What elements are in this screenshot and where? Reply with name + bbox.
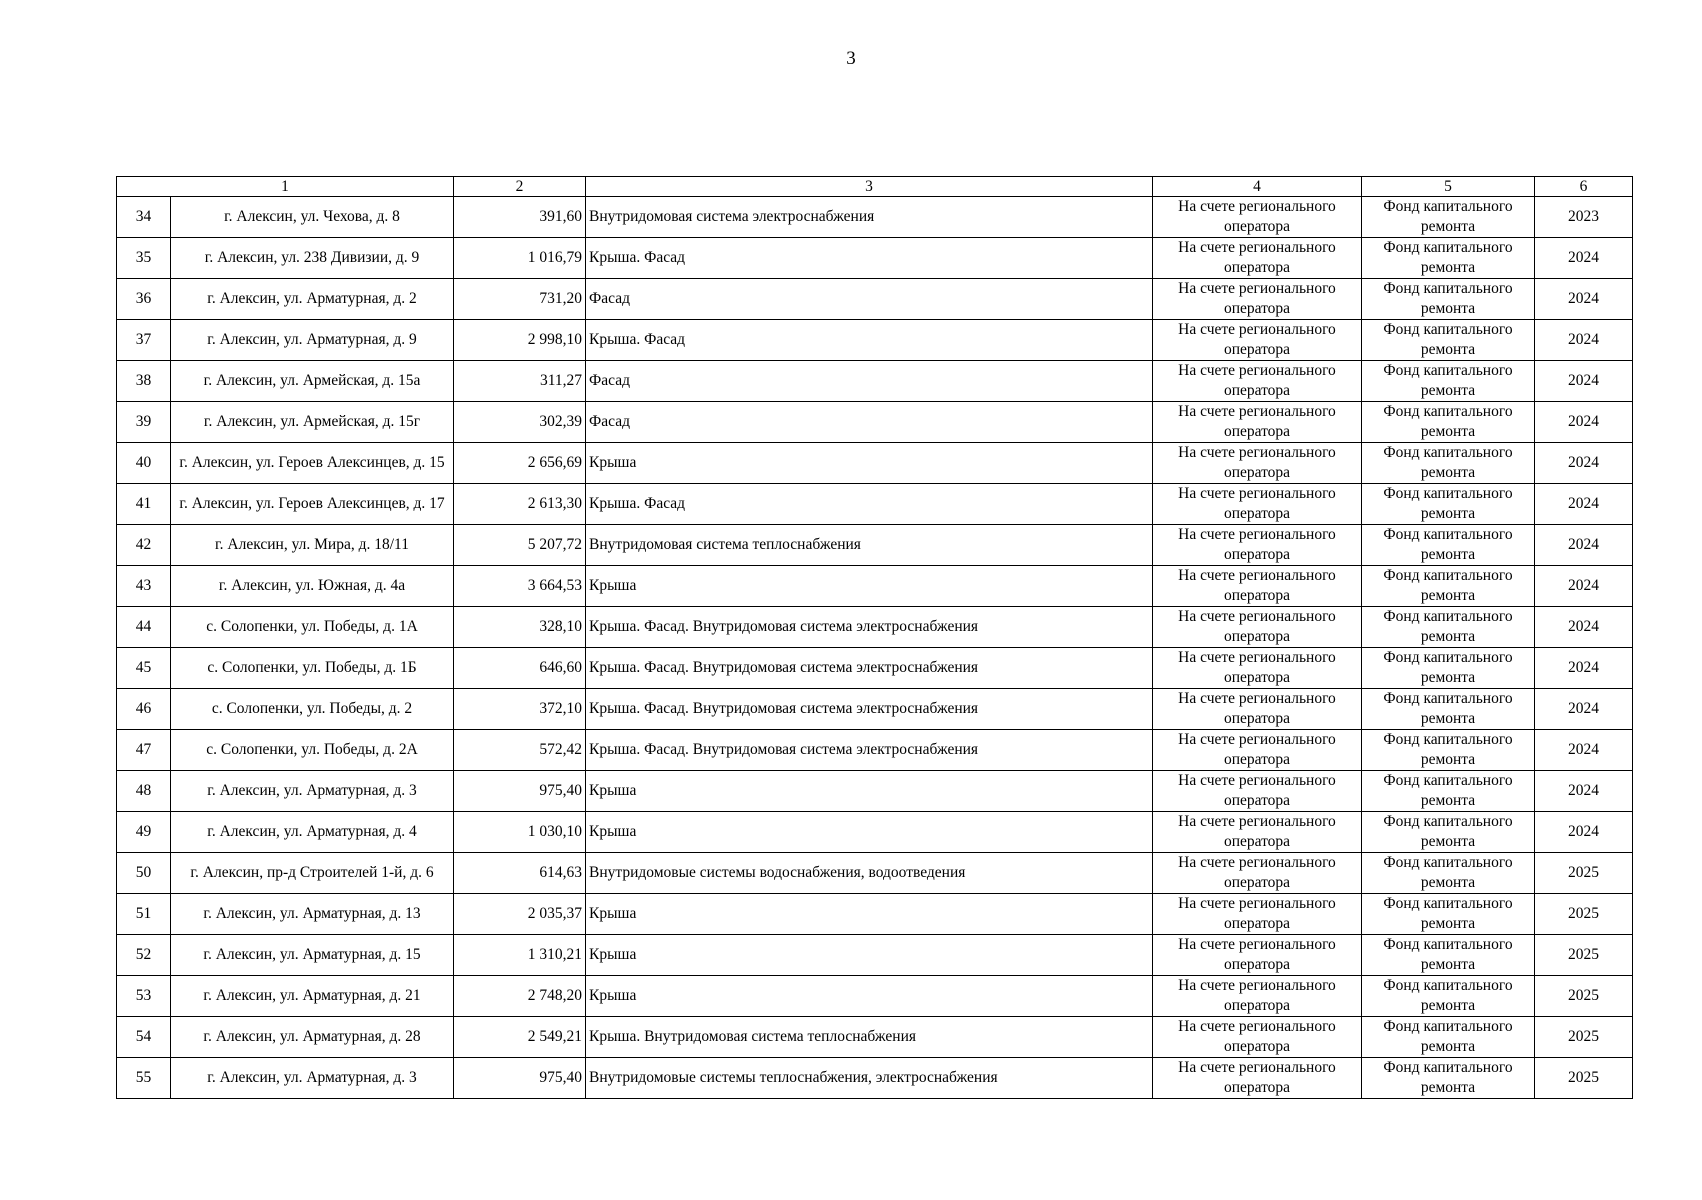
row-address: с. Солопенки, ул. Победы, д. 2А: [171, 730, 454, 771]
table-row: [117, 238, 1633, 279]
table-row: [117, 689, 1633, 730]
row-account: На счете регионального оператора: [1153, 525, 1362, 566]
row-area: 391,60: [454, 197, 586, 238]
row-account: На счете регионального оператора: [1153, 1017, 1362, 1058]
row-area: 1 310,21: [454, 935, 586, 976]
row-fund: Фонд капитального ремонта: [1362, 197, 1535, 238]
row-works: Крыша: [586, 894, 1153, 935]
row-works: Крыша. Фасад. Внутридомовая система электроснабжения: [586, 730, 1153, 771]
row-fund: Фонд капитального ремонта: [1362, 566, 1535, 607]
row-area: 302,39: [454, 402, 586, 443]
row-address: г. Алексин, ул. Арматурная, д. 4: [171, 812, 454, 853]
row-works: Крыша. Фасад: [586, 238, 1153, 279]
row-year: 2024: [1535, 648, 1633, 689]
row-year: 2024: [1535, 689, 1633, 730]
row-fund: Фонд капитального ремонта: [1362, 771, 1535, 812]
row-fund: Фонд капитального ремонта: [1362, 238, 1535, 279]
row-address: г. Алексин, ул. Арматурная, д. 2: [171, 279, 454, 320]
row-fund: Фонд капитального ремонта: [1362, 730, 1535, 771]
row-fund: Фонд капитального ремонта: [1362, 320, 1535, 361]
row-number: 34: [117, 197, 171, 238]
row-account: На счете регионального оператора: [1153, 197, 1362, 238]
table-row: [117, 320, 1633, 361]
row-works: Крыша: [586, 935, 1153, 976]
row-account: На счете регионального оператора: [1153, 648, 1362, 689]
row-number: 51: [117, 894, 171, 935]
row-year: 2024: [1535, 771, 1633, 812]
table-row: [117, 853, 1633, 894]
row-number: 35: [117, 238, 171, 279]
row-fund: Фонд капитального ремонта: [1362, 279, 1535, 320]
row-works: Фасад: [586, 402, 1153, 443]
row-year: 2024: [1535, 730, 1633, 771]
row-account: На счете регионального оператора: [1153, 976, 1362, 1017]
row-works: Крыша. Фасад: [586, 320, 1153, 361]
row-fund: Фонд капитального ремонта: [1362, 976, 1535, 1017]
row-number: 47: [117, 730, 171, 771]
row-address: г. Алексин, ул. Армейская, д. 15г: [171, 402, 454, 443]
header-row: [117, 177, 1633, 197]
row-address: г. Алексин, ул. Арматурная, д. 28: [171, 1017, 454, 1058]
row-year: 2025: [1535, 976, 1633, 1017]
row-account: На счете регионального оператора: [1153, 279, 1362, 320]
table-row: [117, 1017, 1633, 1058]
row-year: 2024: [1535, 238, 1633, 279]
table-body: [117, 197, 1633, 1099]
row-year: 2024: [1535, 812, 1633, 853]
row-area: 372,10: [454, 689, 586, 730]
row-address: г. Алексин, пр-д Строителей 1-й, д. 6: [171, 853, 454, 894]
row-works: Крыша: [586, 812, 1153, 853]
row-area: 975,40: [454, 1058, 586, 1099]
row-area: 2 613,30: [454, 484, 586, 525]
row-works: Крыша: [586, 771, 1153, 812]
row-area: 328,10: [454, 607, 586, 648]
row-account: На счете регионального оператора: [1153, 443, 1362, 484]
row-area: 3 664,53: [454, 566, 586, 607]
row-account: На счете регионального оператора: [1153, 689, 1362, 730]
row-area: 5 207,72: [454, 525, 586, 566]
row-address: г. Алексин, ул. Арматурная, д. 13: [171, 894, 454, 935]
row-address: г. Алексин, ул. Героев Алексинцев, д. 17: [171, 484, 454, 525]
row-account: На счете регионального оператора: [1153, 320, 1362, 361]
row-fund: Фонд капитального ремонта: [1362, 1058, 1535, 1099]
row-fund: Фонд капитального ремонта: [1362, 935, 1535, 976]
row-year: 2025: [1535, 853, 1633, 894]
page-number: 3: [846, 48, 856, 69]
table-row: [117, 279, 1633, 320]
row-fund: Фонд капитального ремонта: [1362, 1017, 1535, 1058]
table-row: [117, 607, 1633, 648]
table-row: [117, 730, 1633, 771]
table-row: [117, 771, 1633, 812]
row-address: г. Алексин, ул. Мира, д. 18/11: [171, 525, 454, 566]
row-fund: Фонд капитального ремонта: [1362, 648, 1535, 689]
row-works: Крыша. Фасад. Внутридомовая система электроснабжения: [586, 689, 1153, 730]
row-account: На счете регионального оператора: [1153, 566, 1362, 607]
row-number: 48: [117, 771, 171, 812]
row-year: 2024: [1535, 607, 1633, 648]
row-works: Фасад: [586, 279, 1153, 320]
row-account: На счете регионального оператора: [1153, 238, 1362, 279]
row-area: 2 549,21: [454, 1017, 586, 1058]
table-row: [117, 402, 1633, 443]
row-works: Крыша. Фасад. Внутридомовая система электроснабжения: [586, 648, 1153, 689]
row-number: 55: [117, 1058, 171, 1099]
row-account: На счете регионального оператора: [1153, 771, 1362, 812]
row-fund: Фонд капитального ремонта: [1362, 689, 1535, 730]
row-area: 1 016,79: [454, 238, 586, 279]
row-account: На счете регионального оператора: [1153, 607, 1362, 648]
row-address: г. Алексин, ул. Чехова, д. 8: [171, 197, 454, 238]
row-number: 44: [117, 607, 171, 648]
row-number: 45: [117, 648, 171, 689]
row-account: На счете регионального оператора: [1153, 812, 1362, 853]
row-year: 2024: [1535, 279, 1633, 320]
row-year: 2024: [1535, 566, 1633, 607]
row-number: 52: [117, 935, 171, 976]
row-fund: Фонд капитального ремонта: [1362, 812, 1535, 853]
row-number: 46: [117, 689, 171, 730]
header-col-4: 4: [1153, 177, 1362, 197]
row-fund: Фонд капитального ремонта: [1362, 894, 1535, 935]
row-year: 2024: [1535, 443, 1633, 484]
row-fund: Фонд капитального ремонта: [1362, 525, 1535, 566]
table-row: [117, 812, 1633, 853]
row-account: На счете регионального оператора: [1153, 361, 1362, 402]
row-year: 2025: [1535, 935, 1633, 976]
row-area: 2 748,20: [454, 976, 586, 1017]
row-year: 2025: [1535, 1058, 1633, 1099]
table-row: [117, 976, 1633, 1017]
row-number: 36: [117, 279, 171, 320]
row-account: На счете регионального оператора: [1153, 484, 1362, 525]
row-fund: Фонд капитального ремонта: [1362, 607, 1535, 648]
row-works: Крыша: [586, 443, 1153, 484]
row-number: 53: [117, 976, 171, 1017]
row-works: Крыша. Фасад: [586, 484, 1153, 525]
row-works: Крыша. Внутридомовая система теплоснабжения: [586, 1017, 1153, 1058]
row-address: г. Алексин, ул. Армейская, д. 15а: [171, 361, 454, 402]
row-number: 54: [117, 1017, 171, 1058]
row-address: г. Алексин, ул. Арматурная, д. 3: [171, 1058, 454, 1099]
row-account: На счете регионального оператора: [1153, 402, 1362, 443]
table-row: [117, 484, 1633, 525]
row-year: 2024: [1535, 525, 1633, 566]
row-area: 975,40: [454, 771, 586, 812]
row-year: 2024: [1535, 361, 1633, 402]
row-area: 731,20: [454, 279, 586, 320]
table-row: [117, 361, 1633, 402]
row-area: 572,42: [454, 730, 586, 771]
row-area: 2 656,69: [454, 443, 586, 484]
header-col-6: 6: [1535, 177, 1633, 197]
row-year: 2024: [1535, 320, 1633, 361]
header-col-5: 5: [1362, 177, 1535, 197]
row-number: 41: [117, 484, 171, 525]
row-area: 646,60: [454, 648, 586, 689]
row-number: 37: [117, 320, 171, 361]
row-address: г. Алексин, ул. 238 Дивизии, д. 9: [171, 238, 454, 279]
row-works: Фасад: [586, 361, 1153, 402]
table-row: [117, 894, 1633, 935]
row-works: Внутридомовые системы водоснабжения, водоотведения: [586, 853, 1153, 894]
row-address: с. Солопенки, ул. Победы, д. 1А: [171, 607, 454, 648]
row-year: 2023: [1535, 197, 1633, 238]
row-number: 38: [117, 361, 171, 402]
header-col-2: 2: [454, 177, 586, 197]
row-fund: Фонд капитального ремонта: [1362, 853, 1535, 894]
row-fund: Фонд капитального ремонта: [1362, 443, 1535, 484]
row-address: с. Солопенки, ул. Победы, д. 2: [171, 689, 454, 730]
row-works: Крыша: [586, 566, 1153, 607]
row-area: 2 035,37: [454, 894, 586, 935]
header-col-1: 1: [117, 177, 454, 197]
table-row: [117, 443, 1633, 484]
row-fund: Фонд капитального ремонта: [1362, 484, 1535, 525]
row-area: 1 030,10: [454, 812, 586, 853]
row-year: 2025: [1535, 894, 1633, 935]
row-account: На счете регионального оператора: [1153, 935, 1362, 976]
row-number: 50: [117, 853, 171, 894]
row-address: г. Алексин, ул. Героев Алексинцев, д. 15: [171, 443, 454, 484]
row-works: Внутридомовые системы теплоснабжения, электроснабжения: [586, 1058, 1153, 1099]
table-row: [117, 1058, 1633, 1099]
table-row: [117, 566, 1633, 607]
row-area: 2 998,10: [454, 320, 586, 361]
row-account: На счете регионального оператора: [1153, 1058, 1362, 1099]
row-works: Крыша: [586, 976, 1153, 1017]
row-address: с. Солопенки, ул. Победы, д. 1Б: [171, 648, 454, 689]
row-address: г. Алексин, ул. Арматурная, д. 9: [171, 320, 454, 361]
table-row: [117, 197, 1633, 238]
table-row: [117, 935, 1633, 976]
row-account: На счете регионального оператора: [1153, 894, 1362, 935]
table-header: [117, 177, 1633, 197]
table-row: [117, 525, 1633, 566]
row-area: 614,63: [454, 853, 586, 894]
row-year: 2024: [1535, 402, 1633, 443]
row-address: г. Алексин, ул. Арматурная, д. 3: [171, 771, 454, 812]
row-account: На счете регионального оператора: [1153, 730, 1362, 771]
row-number: 42: [117, 525, 171, 566]
row-year: 2025: [1535, 1017, 1633, 1058]
row-number: 39: [117, 402, 171, 443]
row-address: г. Алексин, ул. Южная, д. 4а: [171, 566, 454, 607]
row-account: На счете регионального оператора: [1153, 853, 1362, 894]
row-address: г. Алексин, ул. Арматурная, д. 15: [171, 935, 454, 976]
header-col-3: 3: [586, 177, 1153, 197]
row-year: 2024: [1535, 484, 1633, 525]
row-works: Внутридомовая система электроснабжения: [586, 197, 1153, 238]
row-fund: Фонд капитального ремонта: [1362, 402, 1535, 443]
row-works: Крыша. Фасад. Внутридомовая система электроснабжения: [586, 607, 1153, 648]
row-number: 49: [117, 812, 171, 853]
table-row: [117, 648, 1633, 689]
row-number: 43: [117, 566, 171, 607]
row-area: 311,27: [454, 361, 586, 402]
registry-table: [116, 176, 1633, 1099]
row-fund: Фонд капитального ремонта: [1362, 361, 1535, 402]
row-works: Внутридомовая система теплоснабжения: [586, 525, 1153, 566]
row-address: г. Алексин, ул. Арматурная, д. 21: [171, 976, 454, 1017]
row-number: 40: [117, 443, 171, 484]
